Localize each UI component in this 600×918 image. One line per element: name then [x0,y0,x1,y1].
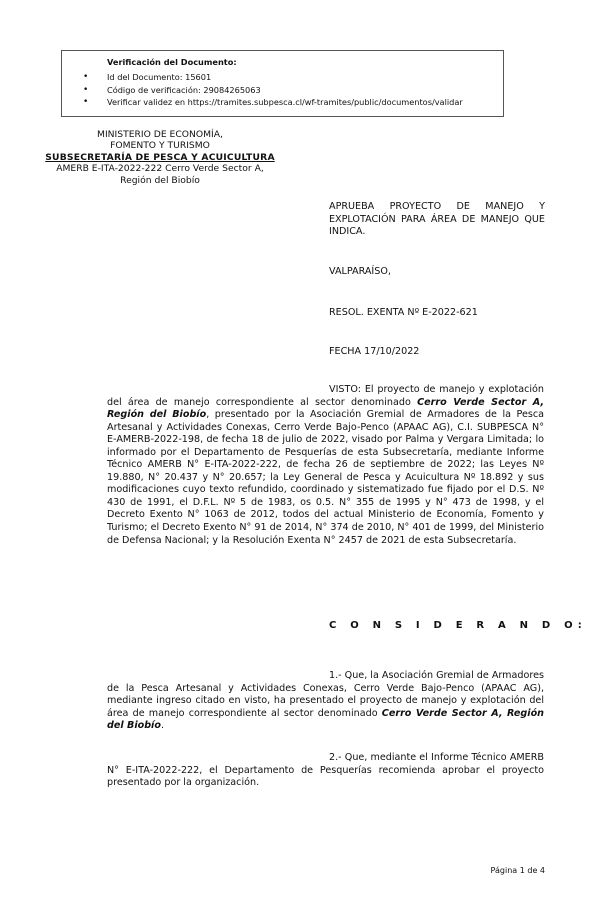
visto-text-2: , presentado por la Asociación Gremial de Armadores de la Pesca Artesanal y Actividades Conexas, Cerro Verde Bajo-Penco (APAAC AG), C.I. SUBPESCA N° E-AMERB-2022-198, de fecha 18 de julio de 2022, visado por Palma y Vergara Limitada; lo informado por el Departamento de Pesquerías de esta Subsecretaría, mediante Informe Técnico AMERB N° E-ITA-2022-222, de fecha 26 de septiembre de 2022; las Leyes Nº 19.880, N° 20.437 y N° 20.657; la Ley General de Pesca y Acuicultura Nº 18.892 y sus modificaciones cuyo texto refundido, coordinado y sistematizado fue fijado por el D.S. Nº 430 de 1991, el D.F.L. Nº 5 de 1983, os 0.5. N° 355 de 1995 y N° 473 de 1998, y el Decreto Exento N° 1063 de 2012, todos del actual Ministerio de Economía, Fomento y Turismo; el Decreto Exento N° 91 de 2014, N° 374 de 2010, N° 401 de 1999, del Ministerio de Defensa Nacional; y la Resolución Exenta N° 2457 de 2021 de esta Subsecretaría. [107,409,544,546]
verification-title: Verificación del Documento: [107,57,237,67]
ministry-header [30,129,290,186]
considerando-heading: C O N S I D E R A N D O: [329,620,587,631]
ministry-line-2: FOMENTO Y TURISMO [110,140,210,152]
verification-list [107,71,503,108]
considerando-2 [107,752,544,790]
verification-id: • Id del Documento: 15601 [107,71,503,83]
considerando-1 [107,670,544,733]
considerando-2-text: 2.- Que, mediante el Informe Técnico AMERB N° E-ITA-2022-222, el Departamento de Pesquerías recomienda aprobar el proyecto presentado por la organización. [107,752,544,789]
considerando-1-text: 1.- Que, la Asociación Gremial de Armadores de la Pesca Artesanal y Actividades Conexas, Cerro Verde Bajo-Penco (APAAC AG), mediante ingreso citado en visto, ha presentado el proyecto de manejo y explotación del área de manejo correspondiente al sector denominado [107,670,544,719]
reference-line-2: Región del Biobío [120,174,200,186]
visto-sector: Cerro Verde Sector A, Región del Biobío [107,396,544,421]
resolution-number: RESOL. EXENTA Nº E-2022-621 [329,307,478,318]
verification-code: • Código de verificación: 29084265063 [107,84,503,96]
visto-label: VISTO: [329,384,361,395]
page-number: Página 1 de 4 [490,866,545,875]
city: VALPARAÍSO, [329,266,391,277]
resolution-date: FECHA 17/10/2022 [329,346,420,357]
verification-box [61,50,504,117]
verification-url: • Verificar validez en https://tramites.subpesca.cl/wf-tramites/public/documentos/validar [107,96,503,108]
ministry-line-1: MINISTERIO DE ECONOMÍA, [97,129,223,140]
considerando-1-end: . [160,720,165,732]
resolution-title: APRUEBA PROYECTO DE MANEJO Y EXPLOTACIÓN PARA ÁREA DE MANEJO QUE INDICA. [329,201,545,238]
visto-paragraph [107,384,544,547]
visto-text-1: El proyecto de manejo y explotación del área de manejo correspondiente al sector denominado [107,384,544,408]
considerando-1-sector: Cerro Verde Sector A, Región del Biobío [107,707,545,732]
subsecretaria-name: SUBSECRETARÍA DE PESCA Y ACUICULTURA [45,151,275,163]
reference-line-1: AMERB E-ITA-2022-222 Cerro Verde Sector A, [56,163,264,175]
